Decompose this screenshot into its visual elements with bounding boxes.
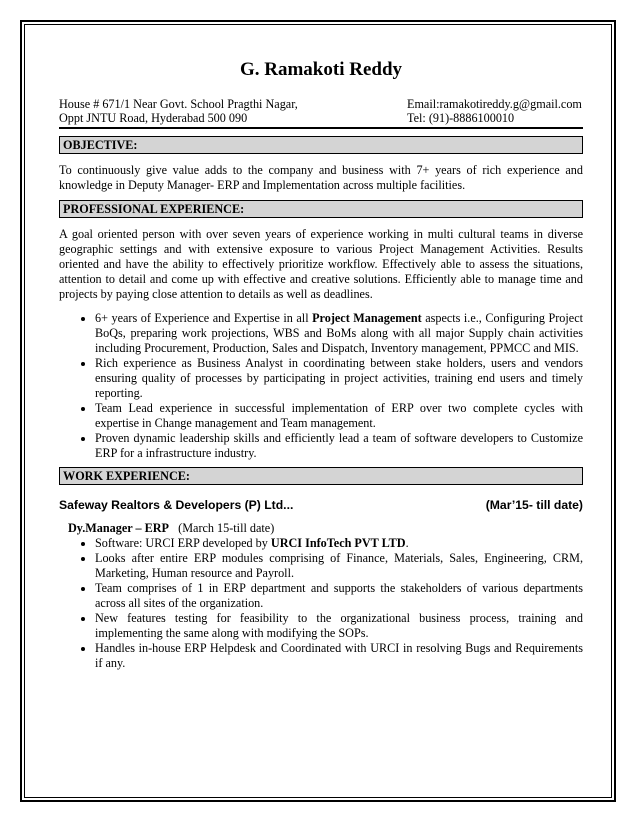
role-title: Dy.Manager – ERP <box>68 521 169 535</box>
candidate-name: G. Ramakoti Reddy <box>239 59 403 80</box>
resume-content <box>59 58 583 671</box>
company-period: (Mar’15- till date) <box>485 498 583 512</box>
list-item <box>95 536 583 551</box>
list-item: • Team Lead experience in successful implementation of ERP over two complete cycles with expertise in Change management and Team management. <box>95 401 583 431</box>
role-line <box>68 521 583 536</box>
list-item: • New features testing for feasibility to the organizational business process, training and implementing the same along with modifying the SOPs. <box>95 611 583 641</box>
list-item <box>95 311 583 356</box>
bullet-bold-text: URCI InfoTech PVT LTD <box>270 536 406 550</box>
email-text: Email:ramakotireddy.g@gmail.com <box>407 97 582 111</box>
list-item: • Rich experience as Business Analyst in coordinating between stake holders, users and vendors ensuring quality of processes by participating in project activities, training end users and timely reporting. <box>95 356 583 401</box>
contact-block <box>59 97 583 129</box>
objective-text: To continuously give value adds to the company and business with 7+ years of rich experience and knowledge in Deputy Manager- ERP and Implementation across multiple facilities. <box>59 163 583 192</box>
list-item: • Proven dynamic leadership skills and efficiently lead a team of software developers to Customize ERP for a infrastructure industry. <box>95 431 583 461</box>
work-experience-heading: WORK EXPERIENCE: <box>59 467 583 485</box>
professional-bullets <box>59 311 583 461</box>
bullet-bold-text: Project Management <box>312 311 422 325</box>
list-item: • Handles in-house ERP Helpdesk and Coordinated with URCI in resolving Bugs and Requirements if any. <box>95 641 583 671</box>
list-item: • Looks after entire ERP modules comprising of Finance, Materials, Sales, Engineering, CRM, Marketing, Human resource and Payroll. <box>95 551 583 581</box>
bullet-text: aspects i.e., Configuring Project BoQs, preparing work projections, WBS and BoMs along with all major Supply chain activities including Procurement, Production, Sales and Dispatch, Inventory management, PPMCC and MIS. <box>95 311 583 355</box>
work-bullets <box>59 536 583 671</box>
objective-heading: OBJECTIVE: <box>59 136 583 154</box>
list-item: • Team comprises of 1 in ERP department and supports the stakeholders of various departments across all sites of the organization. <box>95 581 583 611</box>
bullet-text: Software: URCI ERP developed by <box>95 536 271 550</box>
role-period: (March 15-till date) <box>178 521 275 535</box>
bullet-text: 6+ years of Experience and Expertise in all <box>95 311 313 325</box>
contact-details <box>407 97 583 125</box>
company-name: Safeway Realtors & Developers (P) Ltd... <box>59 498 294 512</box>
company-row <box>59 498 583 513</box>
address-line-1: House # 671/1 Near Govt. School Pragthi Nagar, <box>59 97 298 111</box>
professional-experience-heading: PROFESSIONAL EXPERIENCE: <box>59 200 583 218</box>
address-block <box>59 97 298 125</box>
bullet-text: . <box>405 536 409 550</box>
address-line-2: Oppt JNTU Road, Hyderabad 500 090 <box>59 111 248 125</box>
phone-text: Tel: (91)-8886100010 <box>407 111 515 125</box>
professional-summary: A goal oriented person with over seven years of experience working in multi cultural teams in diverse geographic settings and with extensive exposure to various Project Management Activities. Results oriented and have the ability to effectively prioritize workflow. Effectively able to assess the situations, attention to detail and come up with effective and creative solutions. Efficiently able to manage time and projects by paying close attention to details as well as deadlines. <box>59 227 583 301</box>
